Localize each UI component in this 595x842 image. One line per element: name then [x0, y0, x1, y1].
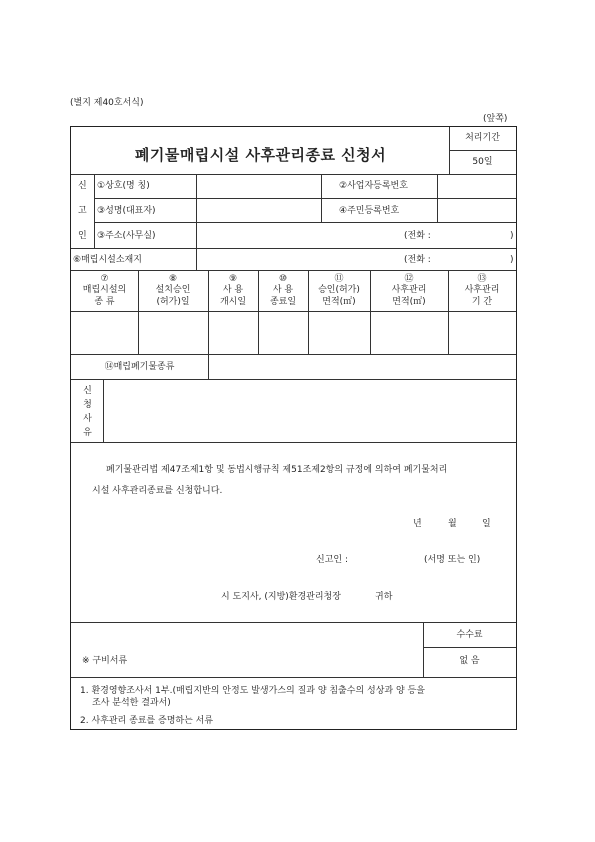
- addressee: 시 도지사, (지방)환경관리청장: [221, 592, 341, 602]
- declaration-line-1: 폐기물관리법 제47조제1항 및 동법시행규칙 제51조제2항의 규정에 의하여 폐기물처리: [106, 465, 448, 475]
- col-use-start-header: ⑨ 사 용 개시일: [219, 274, 247, 307]
- landfill-type-cell[interactable]: [73, 313, 136, 352]
- applicant-char-3: 인: [78, 231, 87, 241]
- fee-value: 없 음: [459, 656, 480, 666]
- company-name-label: ①상호(명 칭): [97, 181, 150, 191]
- waste-type-label: ⑭매립폐기물종류: [104, 362, 175, 372]
- col-postclosure-period-header: ⑬ 사후관리 기 간: [464, 274, 500, 307]
- col-landfill-type-header: ⑦ 매립시설의 종 류: [82, 274, 127, 307]
- document-item-2: 2. 사후관리 종료를 증명하는 서류: [80, 716, 214, 726]
- processing-period-label: 처리기간: [465, 133, 500, 143]
- col-postclosure-area-header: ⑫ 사후관리 면적(㎡): [391, 274, 427, 307]
- business-reg-number-label: ②사업자등록번호: [339, 181, 408, 191]
- applicant-sign-field[interactable]: [358, 552, 418, 566]
- date-day: 일: [482, 519, 491, 529]
- resident-reg-number-field[interactable]: [439, 200, 515, 220]
- use-start-cell[interactable]: [210, 313, 256, 352]
- applicant-sign-label: 신고인 :: [316, 555, 348, 565]
- approval-date-cell[interactable]: [140, 313, 206, 352]
- date-year: 년: [413, 519, 422, 529]
- applicant-char-2: 고: [78, 206, 87, 216]
- waste-type-field[interactable]: [210, 356, 514, 377]
- col-approval-date-header: ⑧ 설치승인 (허가)일: [155, 274, 191, 307]
- site-phone-close: ): [510, 255, 514, 265]
- address-phone-close: ): [510, 231, 514, 241]
- form-reference: (별지 제40호서식): [70, 98, 144, 108]
- use-end-cell[interactable]: [260, 313, 306, 352]
- document-item-1: 1. 환경영향조사서 1부.(매립지반의 안정도 발생가스의 질과 양 침출수의 성상과 양 등을: [80, 686, 425, 696]
- representative-name-label: ③성명(대표자): [97, 206, 156, 216]
- business-reg-number-field[interactable]: [439, 176, 515, 196]
- processing-period-value: 50일: [472, 157, 493, 167]
- col-use-end-header: ⑩ 사 용 종료일: [269, 274, 297, 307]
- sign-or-seal-label: (서명 또는 인): [424, 555, 481, 565]
- document-item-1-cont: 조사 분석한 결과서): [92, 698, 171, 708]
- col-approved-area-header: ⑪ 승인(허가) 면적(㎡): [318, 274, 360, 307]
- postclosure-period-cell[interactable]: [450, 313, 514, 352]
- site-location-label: ⑥매립시설소재지: [73, 255, 142, 265]
- resident-reg-number-label: ④주민등록번호: [339, 206, 400, 216]
- fee-label: 수수료: [456, 630, 483, 640]
- representative-name-field[interactable]: [198, 200, 319, 220]
- address-phone-label: (전화 :: [404, 231, 431, 241]
- site-phone-label: (전화 :: [404, 255, 431, 265]
- date-month: 월: [448, 519, 457, 529]
- site-location-field[interactable]: [198, 250, 398, 268]
- declaration-line-2: 시설 사후관리종료를 신청합니다.: [92, 486, 223, 496]
- required-documents-label: ※ 구비서류: [82, 656, 128, 666]
- applicant-char-1: 신: [78, 181, 87, 191]
- reason-field[interactable]: [105, 381, 514, 440]
- form-title: 폐기물매립시설 사후관리종료 신청서: [134, 146, 387, 164]
- page-side-label: (앞쪽): [483, 114, 508, 124]
- address-field[interactable]: [198, 224, 398, 246]
- approved-area-cell[interactable]: [310, 313, 368, 352]
- reason-label: 신 청 사 유: [83, 386, 92, 438]
- address-label: ③주소(사무실): [97, 231, 156, 241]
- addressee-honorific: 귀하: [375, 592, 393, 602]
- company-name-field[interactable]: [198, 176, 319, 196]
- postclosure-area-cell[interactable]: [372, 313, 446, 352]
